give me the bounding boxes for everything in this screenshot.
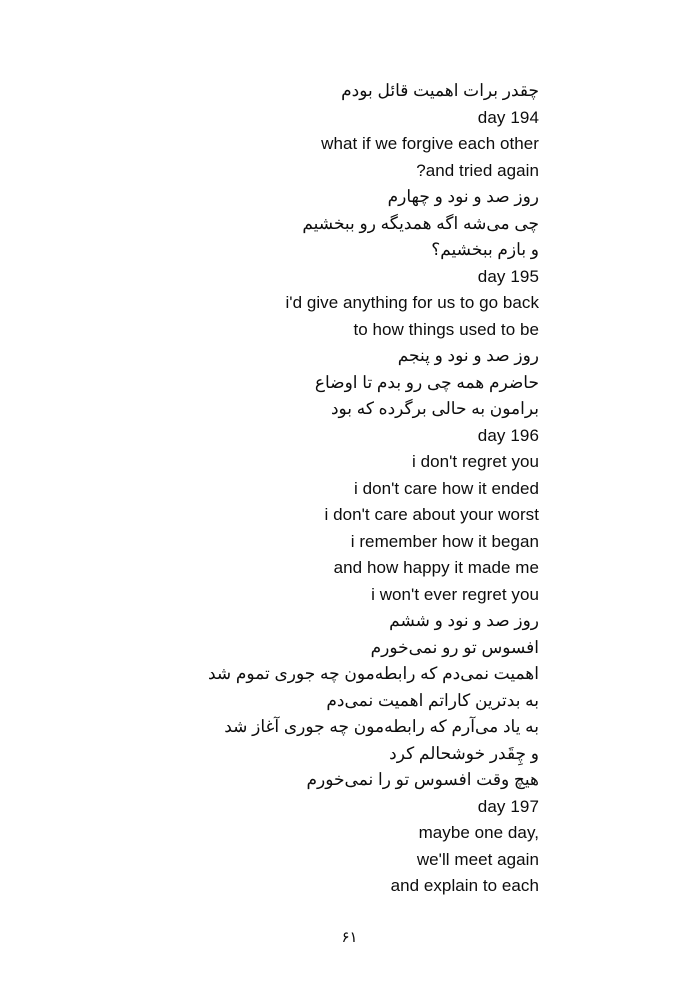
poem-line: day 197	[477, 796, 539, 816]
poem-body	[150, 78, 539, 900]
poem-line: i don't care about your worst	[324, 505, 539, 524]
poem-line: به یاد می‌آرم که رابطه‌مون چه جوری آغاز شد	[224, 717, 539, 736]
poem-line: we'll meet again	[416, 849, 539, 869]
poem-line: day 196	[477, 425, 539, 445]
poem-line: i don't care how it ended	[353, 478, 539, 498]
poem-line: روز صد و نود و چهارم	[387, 187, 539, 206]
poem-line: افسوس تو رو نمی‌خورم	[370, 637, 539, 657]
poem-line: به بدترین کاراتم اهمیت نمی‌دم	[326, 690, 539, 710]
poem-line: روز صد و نود و ششم	[389, 611, 539, 630]
poem-line: what if we forgive each other	[321, 134, 539, 153]
poem-line: i don't regret you	[412, 452, 539, 471]
poem-line: ?and tried again	[416, 160, 539, 180]
poem-line: i'd give anything for us to go back	[285, 293, 539, 312]
poem-line: and how happy it made me	[333, 558, 539, 577]
page-number: ۶۱	[341, 929, 358, 946]
poem-line: برامون به حالی برگرده که بود	[330, 399, 539, 418]
poem-line: هیچ وقت افسوس تو را نمی‌خورم	[306, 770, 539, 789]
poem-line: چقدر برات اهمیت قائل بودم	[341, 81, 539, 100]
poem-line: day 195	[477, 266, 539, 286]
poem-line: چی می‌شه اگه همدیگه رو ببخشیم	[302, 213, 539, 233]
poem-line: maybe one day,	[418, 823, 539, 842]
poem-line: اهمیت نمی‌دم که رابطه‌مون چه جوری تموم شد	[208, 664, 539, 683]
poem-line: حاضرم همه چی رو بدم تا اوضاع	[314, 372, 539, 392]
poem-line: i won't ever regret you	[371, 584, 539, 604]
poem-line: to how things used to be	[353, 319, 539, 339]
poem-line: and explain to each	[390, 876, 539, 895]
poem-line: day 194	[477, 107, 539, 127]
poem-line: i remember how it began	[350, 531, 539, 551]
poem-line: و بازم ببخشیم؟	[431, 240, 539, 259]
poem-line: و چِقَدر خوشحالم کرد	[389, 743, 539, 763]
poem-line: روز صد و نود و پنجم	[397, 346, 539, 365]
